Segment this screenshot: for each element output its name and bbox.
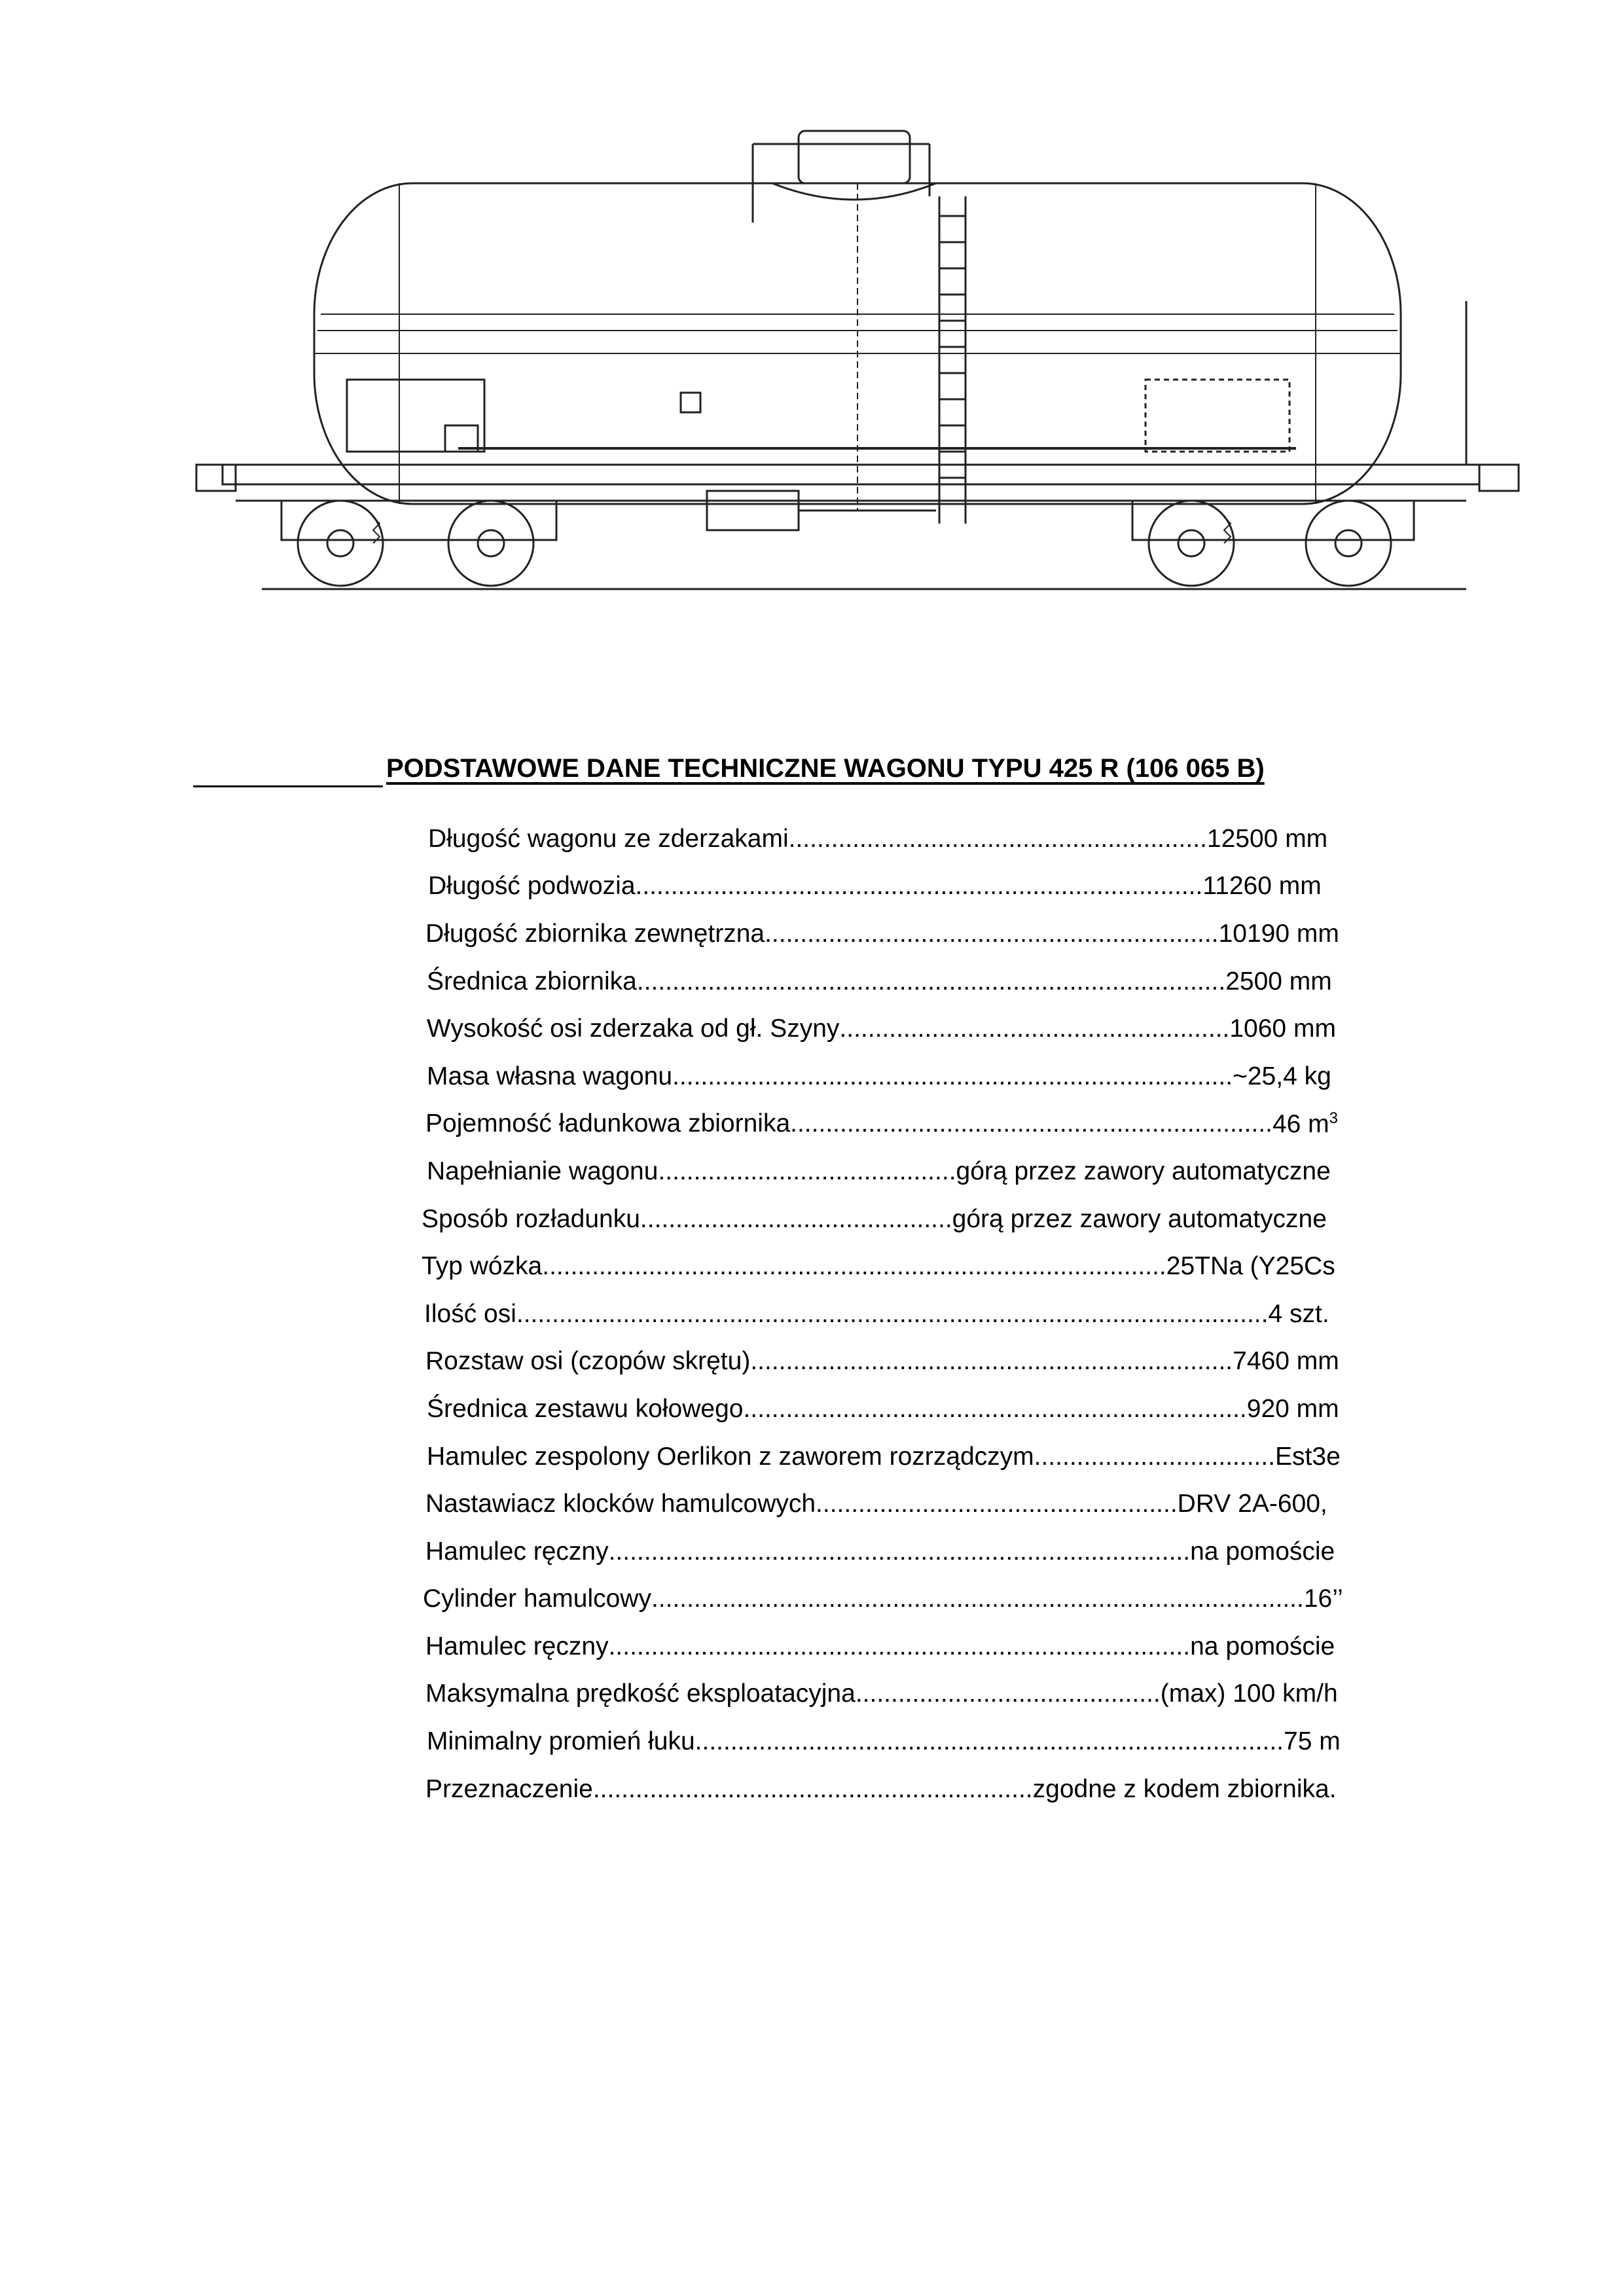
buffer-right xyxy=(1479,465,1519,491)
spec-dots: ................................................................................ xyxy=(635,872,1203,901)
spec-value xyxy=(1229,1016,1336,1041)
spec-value-text: ~25,4 kg xyxy=(1233,1062,1331,1090)
spec-dots: ............................................................................................ xyxy=(651,1585,1304,1613)
spec-value-text: 12500 mm xyxy=(1206,824,1328,853)
spec-value xyxy=(952,1206,1327,1232)
spec-value-text: zgodne z kodem zbiornika. xyxy=(1032,1774,1337,1803)
spec-label: Cylinder hamulcowy xyxy=(423,1585,651,1613)
heading xyxy=(193,754,1310,793)
spec-dots: .................................................................... xyxy=(790,1109,1272,1138)
spec-dots: ............................................................................... xyxy=(672,1062,1233,1090)
spec-dots: .......................................... xyxy=(658,1157,956,1185)
spec-value xyxy=(1202,873,1321,899)
spec-value-sup: 3 xyxy=(1329,1109,1339,1127)
heading-rule xyxy=(193,785,383,787)
spec-label: Minimalny promień łuku xyxy=(427,1727,695,1756)
spec-value-text: (max) 100 km/h xyxy=(1160,1679,1338,1708)
spec-label: Przeznaczenie xyxy=(425,1774,593,1803)
spec-value xyxy=(1233,1348,1339,1374)
spec-label: Długość wagonu ze zderzakami xyxy=(428,824,789,853)
tank-wagon-drawing xyxy=(183,118,1532,615)
spec-dots: .................................................................................. xyxy=(608,1632,1191,1660)
spec-row xyxy=(419,1575,1417,1623)
spec-value xyxy=(1268,1301,1329,1327)
spec-value-text: na pomoście xyxy=(1190,1632,1335,1660)
spec-value-text: 920 mm xyxy=(1246,1394,1339,1423)
spec-value xyxy=(1178,1491,1327,1516)
spec-row xyxy=(419,1385,1417,1433)
spec-row xyxy=(419,1147,1417,1195)
spec-row xyxy=(419,1290,1417,1338)
bogie-left xyxy=(281,501,556,586)
spec-value xyxy=(1207,826,1327,852)
spec-row xyxy=(419,1005,1417,1052)
spec-dots: ................................................................ xyxy=(765,919,1219,948)
spec-value-text: 2500 mm xyxy=(1225,967,1332,996)
spec-label: Pojemność ładunkowa zbiornika xyxy=(425,1109,791,1138)
spec-row xyxy=(419,1433,1417,1480)
spec-value-text: 4 szt. xyxy=(1268,1299,1329,1328)
spec-value xyxy=(1272,1111,1338,1137)
tank-dome xyxy=(799,131,910,183)
spec-dots: ............................................ xyxy=(640,1204,952,1233)
ladder xyxy=(939,196,965,524)
spec-value xyxy=(1247,1396,1339,1422)
spec-row xyxy=(419,1052,1417,1100)
spec-label: Hamulec ręczny xyxy=(425,1537,609,1566)
buffer-left xyxy=(196,465,236,491)
spec-row xyxy=(419,1338,1417,1386)
spec-row xyxy=(419,1480,1417,1528)
spec-row xyxy=(419,1100,1417,1148)
spec-label: Średnica zestawu kołowego xyxy=(427,1394,744,1423)
small-box xyxy=(681,393,700,412)
spec-label: Średnica zbiornika xyxy=(427,967,637,996)
spec-label: Masa własna wagonu xyxy=(427,1062,673,1090)
spec-value xyxy=(1219,921,1339,946)
spec-row xyxy=(419,1765,1417,1813)
spec-value-text: na pomoście xyxy=(1190,1537,1335,1566)
spec-value-text: DRV 2A-600, xyxy=(1177,1490,1327,1518)
spec-value-text: górą przez zawory automatyczne xyxy=(956,1157,1331,1185)
spec-value xyxy=(1033,1776,1337,1802)
spec-label: Hamulec ręczny xyxy=(425,1632,609,1660)
spec-row xyxy=(419,1623,1417,1670)
bogie-right xyxy=(1132,501,1414,586)
right-panel xyxy=(1146,380,1290,452)
spec-value-text: 10190 mm xyxy=(1218,919,1339,948)
spec-label: Maksymalna prędkość eksploatacyjna xyxy=(425,1679,856,1708)
spec-value-text: górą przez zawory automatyczne xyxy=(952,1204,1327,1233)
spec-dots: .................................................................... xyxy=(750,1347,1233,1376)
spec-value-text: Est3e xyxy=(1275,1442,1341,1471)
spec-row xyxy=(419,1670,1417,1718)
spec-value-text: 46 m xyxy=(1272,1109,1329,1138)
spec-value xyxy=(956,1158,1331,1184)
spec-value-text: 75 m xyxy=(1284,1727,1341,1756)
spec-label: Napełnianie wagonu xyxy=(427,1157,659,1185)
spec-row xyxy=(419,1528,1417,1575)
spec-dots: .......................................................................................................... xyxy=(516,1299,1269,1328)
left-panel xyxy=(347,380,484,452)
brake-cylinder xyxy=(707,491,799,530)
spec-value xyxy=(1190,1634,1335,1659)
spec-label: Typ wózka xyxy=(422,1252,543,1281)
spec-row xyxy=(419,815,1417,863)
spec-dots: .................................. xyxy=(1034,1442,1276,1471)
spec-list xyxy=(419,815,1417,1812)
spec-value-text: 7460 mm xyxy=(1233,1347,1339,1376)
spec-value xyxy=(1304,1586,1343,1611)
spec-value xyxy=(1190,1539,1335,1564)
spec-value-text: 16’’ xyxy=(1303,1585,1343,1613)
spec-dots: ................................................................................... xyxy=(695,1727,1284,1756)
spec-label: Sposób rozładunku xyxy=(422,1204,640,1233)
dome-base xyxy=(772,183,936,200)
spec-dots: ................................................................................... xyxy=(636,967,1226,996)
spec-row xyxy=(419,863,1417,910)
spec-dots: ................................................... xyxy=(816,1490,1178,1518)
spec-dots: ........................................................................................ xyxy=(542,1252,1166,1281)
heading-title: PODSTAWOWE DANE TECHNICZNE WAGONU TYPU 425 R (106 065 B) xyxy=(386,754,1265,783)
spec-value xyxy=(1233,1064,1331,1089)
spec-label: Wysokość osi zderzaka od gł. Szyny xyxy=(427,1014,840,1043)
spec-dots: ....................................................... xyxy=(839,1014,1230,1043)
spec-value xyxy=(1166,1253,1335,1279)
spec-label: Ilość osi xyxy=(424,1299,516,1328)
spec-row xyxy=(419,910,1417,958)
spec-dots: ....................................................................... xyxy=(743,1394,1247,1423)
spec-value xyxy=(1161,1681,1338,1706)
spec-label: Długość podwozia xyxy=(428,872,636,901)
spec-value-text: 25TNa (Y25Cs xyxy=(1166,1252,1335,1281)
spec-value xyxy=(1225,969,1332,994)
spec-row xyxy=(419,1242,1417,1290)
spec-value-text: 11260 mm xyxy=(1202,872,1322,901)
underframe xyxy=(223,465,1479,484)
spec-dots: .................................................................................. xyxy=(608,1537,1191,1566)
spec-label: Długość zbiornika zewnętrzna xyxy=(425,919,765,948)
spec-row xyxy=(419,1717,1417,1765)
spec-value-text: 1060 mm xyxy=(1229,1014,1336,1043)
spec-label: Nastawiacz klocków hamulcowych xyxy=(425,1490,816,1518)
spec-dots: ........................................... xyxy=(855,1679,1161,1708)
spec-row xyxy=(419,958,1417,1005)
spec-value xyxy=(1275,1444,1341,1469)
spec-dots: ........................................................... xyxy=(788,824,1207,853)
spec-label: Hamulec zespolony Oerlikon z zaworem rozrządczym xyxy=(427,1442,1034,1471)
spec-label: Rozstaw osi (czopów skrętu) xyxy=(425,1347,751,1376)
spec-value xyxy=(1284,1729,1341,1754)
spec-dots: .............................................................. xyxy=(592,1774,1033,1803)
spec-row xyxy=(419,1195,1417,1243)
